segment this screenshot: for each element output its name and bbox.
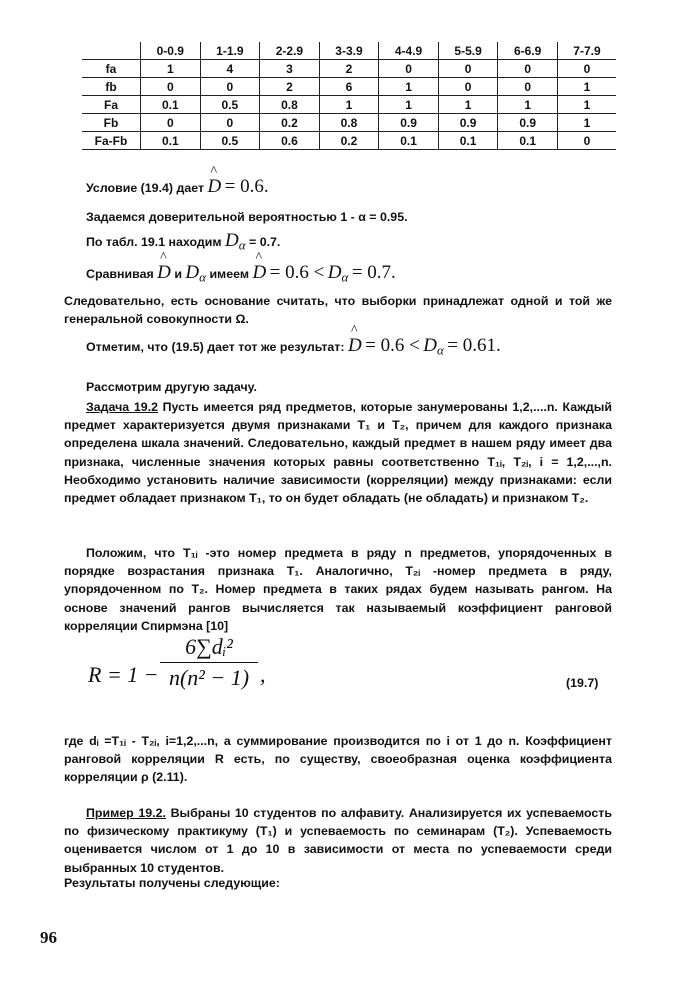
table-cell: 3	[260, 60, 320, 78]
row-label: fa	[82, 60, 141, 78]
alpha-subscript: α	[437, 342, 444, 358]
table-cell: 0.5	[200, 96, 260, 114]
results-line: Результаты получены следующие:	[64, 876, 280, 890]
page-number: 96	[40, 928, 57, 947]
row-label: Fb	[82, 114, 141, 132]
d-hat-symbol: ^ D	[348, 335, 362, 357]
table-row	[82, 60, 616, 78]
d-hat-symbol: ^ D	[252, 262, 266, 284]
task-body: Пусть имеется ряд предметов, которые занумерованы 1,2,....n. Каждый предмет характеризуется двумя признаками T₁ и T₂, причем для каждого признака определена шкала значений. Следовательно, каждый предмет в нашем ряду имеет два признака, численные значения которых равны соответственно T₁ᵢ, T₂ᵢ, i = 1,2,...,n. Необходимо установить наличие зависимости (корреляции) между признаками: если предмет обладает признаком T₁, то он будет обладать (не обладать) и признаком T₂.	[64, 400, 612, 506]
table-lookup-line	[86, 230, 280, 253]
table-cell: 0	[141, 78, 201, 96]
table-cell: 0.6	[260, 132, 320, 150]
formula-fraction	[160, 634, 258, 691]
formula-denominator: n(n² − 1)	[168, 665, 250, 690]
example-paragraph	[64, 804, 612, 877]
note-text: Отметим, что (19.5) дает тот же результат:	[86, 340, 345, 354]
table-cell: 0	[498, 78, 558, 96]
table-header-cell: 3-3.9	[319, 42, 379, 60]
note-line	[86, 335, 501, 358]
table-cell: 0.9	[438, 114, 498, 132]
table-header-cell: 6-6.9	[498, 42, 558, 60]
compare-line	[86, 262, 396, 285]
equation-number: (19.7)	[566, 676, 599, 690]
another-task-line: Рассмотрим другую задачу.	[86, 380, 257, 394]
compare-have: имеем	[209, 267, 250, 281]
table-header-cell: 2-2.9	[260, 42, 320, 60]
row-label: fb	[82, 78, 141, 96]
example-body: Выбраны 10 студентов по алфавиту. Анализируется их успеваемость по физическому практикуму (T₁) и успеваемость по семинарам (T₂). Успеваемость оценивается числом от 1 до 10 в зависимости от места по успеваемости среди выбранных 10 студентов.	[64, 806, 612, 875]
d-alpha-symbol: D	[327, 262, 342, 283]
table-cell: 6	[319, 78, 379, 96]
task-label: Задача 19.2	[86, 400, 158, 414]
compare-text: Сравнивая	[86, 267, 154, 281]
condition-line	[86, 176, 269, 198]
table-cell: 0.1	[498, 132, 558, 150]
conclusion-paragraph: Следовательно, есть основание считать, что выборки принадлежат одной и той же генеральной совокупности Ω.	[64, 294, 612, 327]
d-alpha-symbol: D	[185, 262, 200, 283]
table-cell: 0	[379, 60, 439, 78]
table-cell: 0	[141, 114, 201, 132]
d-hat-symbol: ^ D	[157, 262, 171, 284]
alpha-subscript: α	[341, 269, 349, 285]
row-label: Fa-Fb	[82, 132, 141, 150]
table-cell: 0.9	[379, 114, 439, 132]
frequency-table	[82, 42, 616, 150]
table-cell: 1	[557, 114, 616, 132]
example-label: Пример 19.2.	[86, 806, 166, 820]
table-cell: 0.1	[141, 96, 201, 114]
table-cell: 1	[557, 78, 616, 96]
table-cell: 1	[379, 78, 439, 96]
table-row	[82, 114, 616, 132]
row-label: Fa	[82, 96, 141, 114]
table-cell: 0.9	[498, 114, 558, 132]
d-hat-symbol: ^ D	[207, 176, 221, 198]
table-cell: 0	[557, 132, 616, 150]
table-row	[82, 78, 616, 96]
table-lookup-text: По табл. 19.1 находим	[86, 235, 222, 249]
alpha-subscript: α	[238, 237, 246, 253]
table-cell: 2	[319, 60, 379, 78]
table-cell: 1	[141, 60, 201, 78]
table-cell: 0.2	[260, 114, 320, 132]
table-cell: 0	[200, 114, 260, 132]
table-cell: 0.1	[379, 132, 439, 150]
table-cell: 1	[498, 96, 558, 114]
table-cell: 1	[557, 96, 616, 114]
table-header-row	[82, 42, 616, 60]
d-alpha-symbol: D	[225, 230, 239, 251]
table-cell: 0	[438, 60, 498, 78]
formula-comma: ,	[260, 662, 266, 687]
compare-math: = 0.6 <	[269, 262, 325, 283]
table-cell: 0	[498, 60, 558, 78]
confidence-line: Задаемся доверительной вероятностью 1 - α = 0.95.	[86, 210, 408, 224]
compare-end: = 0.7.	[351, 262, 396, 283]
table-cell: 0	[557, 60, 616, 78]
table-header-cell	[82, 42, 141, 60]
table-row	[82, 132, 616, 150]
table-cell: 1	[379, 96, 439, 114]
table-cell: 0.8	[260, 96, 320, 114]
table-cell: 1	[319, 96, 379, 114]
table-cell: 0.8	[319, 114, 379, 132]
table-header-cell: 0-0.9	[141, 42, 201, 60]
table-cell: 0.1	[141, 132, 201, 150]
table-cell: 0	[200, 78, 260, 96]
condition-value: = 0.6.	[224, 176, 269, 197]
table-cell: 0.5	[200, 132, 260, 150]
note-end: = 0.61.	[447, 335, 501, 356]
rank-paragraph: Положим, что T₁ᵢ -это номер предмета в ряду n предметов, упорядоченных в порядке возрастания признака T₁. Аналогично, T₂ᵢ -номер предмета в ряду, упорядоченном по T₂. Номер предмета в таких рядах будем называть рангом. На основе значений рангов вычисляется так называемый коэффициент ранговой корреляции Спирмэна [10]	[64, 546, 612, 633]
table-cell: 0.2	[319, 132, 379, 150]
table-cell: 0	[438, 78, 498, 96]
where-paragraph: где dᵢ =T₁ᵢ - T₂ᵢ, i=1,2,...n, а суммирование производится по i от 1 до n. Коэффициент ранговой корреляции R есть, по существу, своеобразная оценка коэффициента корреляции ρ (2.11).	[64, 734, 612, 785]
task-paragraph	[64, 398, 612, 507]
table-header-cell: 1-1.9	[200, 42, 260, 60]
compare-and: и	[174, 267, 182, 281]
formula-numerator: 6∑dᵢ²	[160, 634, 258, 663]
table-row	[82, 96, 616, 114]
table-cell: 0.1	[438, 132, 498, 150]
table-header-cell: 4-4.9	[379, 42, 439, 60]
table-cell: 4	[200, 60, 260, 78]
condition-text: Условие (19.4) дает	[86, 181, 205, 195]
table-cell: 2	[260, 78, 320, 96]
table-cell: 1	[438, 96, 498, 114]
table-header-cell: 5-5.9	[438, 42, 498, 60]
table-header-cell: 7-7.9	[557, 42, 616, 60]
note-math: = 0.6 <	[365, 335, 420, 356]
d-alpha-symbol: D	[423, 335, 437, 356]
formula-lhs: R = 1 −	[88, 662, 159, 687]
table-lookup-value: = 0.7.	[249, 235, 281, 249]
alpha-subscript: α	[199, 269, 206, 285]
